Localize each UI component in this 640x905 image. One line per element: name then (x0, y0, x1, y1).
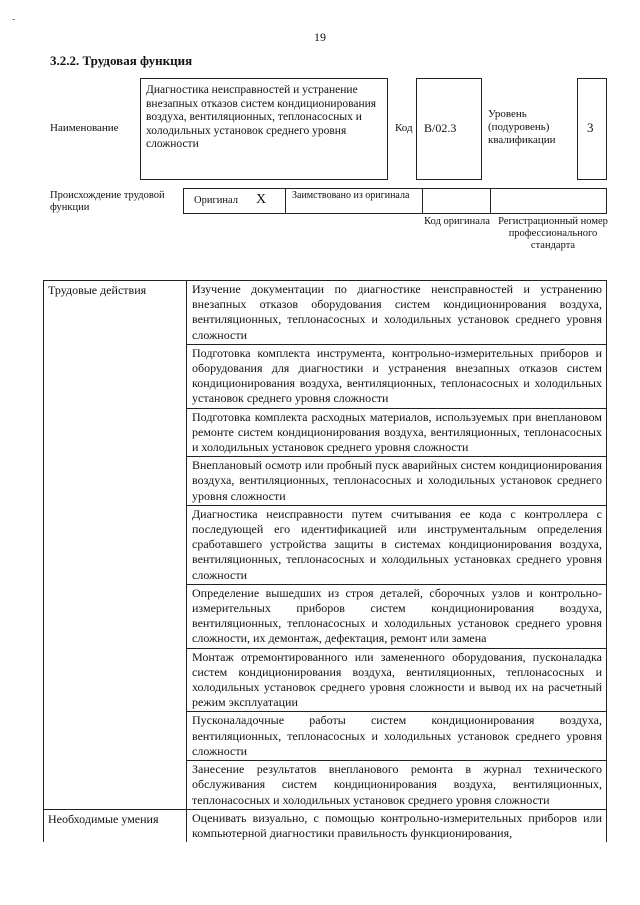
corner-mark: - (12, 14, 16, 25)
action-item: Подготовка комплекта инструмента, контрольно-измерительных приборов и оборудования для диагностики и устранения внезапных отказов систем кондиционирования воздуха, вентиляционных, теплонасосных и холодильных установок среднего уровня сложности (187, 345, 606, 409)
name-label: Наименование (50, 122, 119, 134)
code-original-label: Код оригинала (424, 216, 490, 227)
code-value: B/02.3 (424, 121, 457, 135)
action-item: Диагностика неисправности путем считывания ее кода с контроллера с последующей его идентификацией или инструментальным определения сработавшего устройства защиты в системах кондиционирования воздуха, вентиляционных, теплонасосных и холодильных установках среднего уровня сложности (187, 506, 606, 585)
origin-row (183, 188, 607, 214)
skill-item: Оценивать визуально, с помощью контрольно-измерительных приборов или компьютерной диагностики правильность функционирования, (192, 810, 602, 840)
skills-label: Необходимые умения (44, 810, 187, 842)
action-item: Подготовка комплекта расходных материалов, используемых при внеплановом ремонте систем кондиционирования воздуха, вентиляционных, теплонасосных и холодильных установок среднего уровня сложности (187, 409, 606, 458)
original-label: Оригинал (194, 195, 238, 206)
action-item: Занесение результатов внепланового ремонта в журнал технического обслуживания систем кондиционирования воздуха, вентиляционных, теплонасосных и холодильных установок среднего уровня сложности (192, 762, 602, 807)
reg-number-label: Регистрационный номер профессионального стандарта (498, 216, 608, 251)
level-label: Уровень (подуровень) квалификации (488, 108, 556, 146)
action-item: Определение вышедших из строя деталей, сборочных узлов и контрольно-измерительных приборов систем кондиционирования воздуха, вентиляционных, теплонасосных и холодильных установок среднего уровня сложности, их демонтаж, дефектация, ремонт или замена (187, 585, 606, 649)
skills-row (44, 810, 606, 842)
action-item: Монтаж отремонтированного или замененного оборудования, пусконаладка систем кондиционирования воздуха, вентиляционных, теплонасосных и холодильных установок среднего уровня сложности и вывод их на расчетный режим эксплуатации (187, 649, 606, 713)
original-mark: X (256, 192, 267, 207)
origin-label: Происхождение трудовой функции (50, 190, 165, 213)
code-label: Код (395, 122, 413, 134)
action-item: Пусконаладочные работы систем кондиционирования воздуха, вентиляционных, теплонасосных и холодильных установок среднего уровня сложности (187, 712, 606, 761)
reg-number-cell (491, 189, 608, 213)
level-value: 3 (587, 120, 594, 135)
section-title: 3.2.2. Трудовая функция (50, 53, 193, 68)
actions-row (44, 281, 606, 810)
main-table (43, 280, 607, 842)
code-original-cell (423, 189, 491, 213)
actions-label: Трудовые действия (44, 281, 187, 809)
actions-list (187, 281, 606, 809)
action-item: Изучение документации по диагностике неисправностей и устранению внезапных отказов оборудования систем кондиционирования воздуха, вентиляционных, теплонасосных и холодильных установок среднего уровня сложности (187, 281, 606, 345)
skills-list (187, 810, 606, 842)
action-item: Внеплановый осмотр или пробный пуск аварийных систем кондиционирования воздуха, вентиляционных, теплонасосных и холодильных установок среднего уровня сложности (187, 457, 606, 506)
borrowed-label: Заимствовано из оригинала (292, 190, 410, 201)
page-number: 19 (314, 30, 326, 44)
original-cell (184, 189, 286, 213)
name-value: Диагностика неисправностей и устранение внезапных отказов систем кондиционирования воздуха, вентиляционных, теплонасосных и холодильных установок среднего уровня сложности (146, 84, 377, 150)
borrowed-cell (286, 189, 423, 213)
